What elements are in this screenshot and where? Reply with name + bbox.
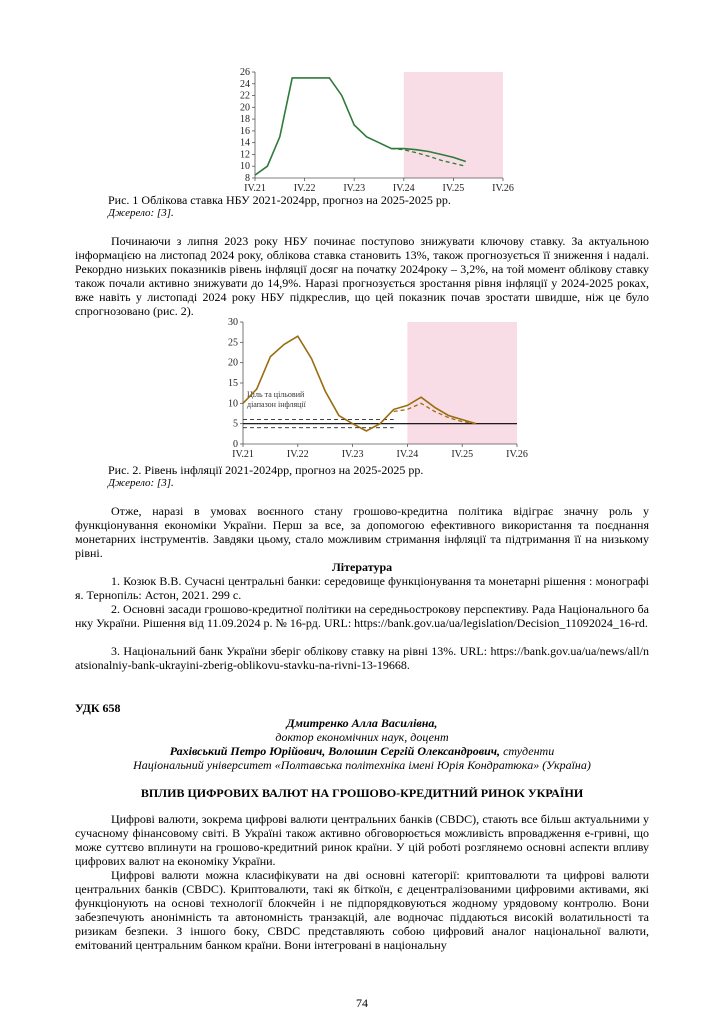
authors-2: [75, 744, 649, 758]
paragraph-1: Починаючи з липня 2023 року НБУ починає поступово знижувати ключову ставку. За актуальною інформацією на листопад 2024 року, облікова ставка становить 13%, також прогнозується її зниження і надалі. Рекордно низьких показників рівень інфляції досяг на початку 2024року – 3,2%, на той момент облікову ставку також почали активно знижувати до 14,9%. Наразі прогнозується зростання рівня інфляції у 2024-2025 роках, вже навіть у листопаді 2024 року НБУ підкреслив, що цей показник почав зростати швидше, ніж це було спрогнозовано (рис. 2).: [75, 234, 649, 318]
y-tick-label: 16: [240, 125, 250, 137]
paragraph-3: Цифрові валюти, зокрема цифрові валюти центральних банків (CBDC), стають все більш актуальними у сучасному фінансовому світі. В Україні також активно обговорюється можливість впровадження е-гривні, що може суттєво вплинути на грошово-кредитний ринок країни. У цій роботі розглянемо основні аспекти впливу цифрових валют на економіку України.: [75, 812, 649, 868]
y-tick-label: 12: [240, 149, 250, 161]
x-tick-label: IV.21: [232, 449, 254, 460]
figure2-source: Джерело: [3].: [108, 477, 174, 489]
x-tick-label: IV.23: [341, 449, 364, 460]
paragraph-4: Цифрові валюти можна класифікувати на дві основні категорії: криптовалюти та цифрові валюти центральних банків (CBDC). Криптовалюти, такі як біткоїн, є децентралізованими цифровими активами, які функціонують на основі технології блокчейн і не підпорядковуються жодному урядовому контролю. Вони забезпечують анонімність та автономність транзакцій, але водночас піддаються високій волатильності та ризикам безпеки. З іншого боку, CBDC представляють собою цифровий аналог національної валюти, емітований центральним банком країни. Вони інтегровані в національну: [75, 868, 649, 952]
affiliation: Національний університет «Полтавська політехніка імені Юрія Кондратюка» (Україна): [133, 758, 591, 772]
x-tick-label: IV.22: [293, 183, 316, 194]
y-tick-label: 24: [240, 78, 250, 90]
y-tick-label: 10: [240, 161, 250, 173]
y-tick-label: 22: [240, 90, 250, 102]
annotation-line-2: діапазон інфляції: [247, 400, 306, 410]
annotation-line-1: Ціль та цільовий: [247, 390, 305, 400]
x-tick-label: IV.24: [396, 449, 419, 460]
y-tick-label: 18: [240, 114, 250, 126]
paragraph-2: Отже, наразі в умовах воєнного стану грошово-кредитна політика відіграє значну роль у функціонування економіки України. Перш за все, за допомогою ефективного використання та поєднання монетарних інструментів. Завдяки цьому, стало можливим стримання інфляції та підтримання її на низькому рівні.: [75, 504, 649, 560]
y-tick-label: 25: [228, 337, 238, 349]
x-tick-label: IV.21: [244, 183, 266, 194]
forecast-region: [404, 72, 503, 178]
authors-2-names: Рахівський Петро Юрійович, Волошин Сергій Олександрович,: [169, 744, 501, 758]
page-number: 74: [356, 996, 368, 1010]
y-tick-label: 20: [228, 357, 238, 369]
reference-1: 1. Козюк В.В. Сучасні центральні банки: середовище функціонування та монетарні рішення : монографія. Тернопіль: Астон, 2021. 299 с.: [75, 574, 649, 602]
article-title: ВПЛИВ ЦИФРОВИХ ВАЛЮТ НА ГРОШОВО-КРЕДИТНИЙ РИНОК УКРАЇНИ: [140, 786, 584, 800]
y-tick-label: 8: [245, 173, 250, 184]
chart1-svg: [225, 66, 515, 194]
author-1: Дмитренко Алла Василівна,: [286, 716, 438, 730]
author-1-title: доктор економічних наук, доцент: [275, 730, 449, 744]
y-tick-label: 26: [240, 67, 250, 78]
figure2-caption: Рис. 2. Рівень інфляції 2021-2024рр, прогноз на 2025-2025 рр.: [108, 463, 424, 477]
chart-key-rate: [225, 66, 515, 194]
y-tick-label: 5: [233, 418, 238, 430]
x-tick-label: IV.26: [506, 449, 528, 460]
y-tick-label: 14: [240, 137, 250, 149]
x-tick-label: IV.22: [286, 449, 309, 460]
y-tick-label: 15: [228, 378, 238, 389]
x-tick-label: IV.24: [392, 183, 415, 194]
udk-code: УДК 658: [75, 701, 121, 715]
x-tick-label: IV.25: [442, 183, 465, 194]
x-tick-label: IV.26: [492, 183, 514, 194]
x-tick-label: IV.25: [451, 449, 474, 460]
figure1-caption: Рис. 1 Облікова ставка НБУ 2021-2024рр, прогноз на 2025-2025 рр.: [108, 193, 451, 207]
chart-inflation: [225, 316, 528, 464]
forecast-region: [407, 322, 517, 444]
y-tick-label: 0: [233, 439, 238, 450]
reference-2: 2. Основні засади грошово-кредитної політики на середньострокову перспективу. Рада Національного банку України. Рішення від 11.09.2024 р. № 16-рд. URL: https://bank.gov.ua/ua/legislation/Decision_11092024_16-rd.: [75, 602, 649, 630]
authors-2-role: студенти: [503, 744, 555, 758]
reference-3: 3. Національний банк України зберіг облікову ставку на рівні 13%. URL: https://bank.gov.ua/ua/news/all/natsionalniy-bank-ukrayini-zberig-oblikovu-stavku-na-rivni-13-19668.: [75, 644, 649, 672]
figure1-source: Джерело: [3].: [108, 207, 174, 219]
chart2-svg: [225, 316, 528, 464]
y-tick-label: 30: [228, 317, 238, 328]
references-title: Література: [331, 560, 393, 574]
y-tick-label: 10: [228, 398, 238, 410]
y-tick-label: 20: [240, 102, 250, 114]
x-tick-label: IV.23: [343, 183, 366, 194]
